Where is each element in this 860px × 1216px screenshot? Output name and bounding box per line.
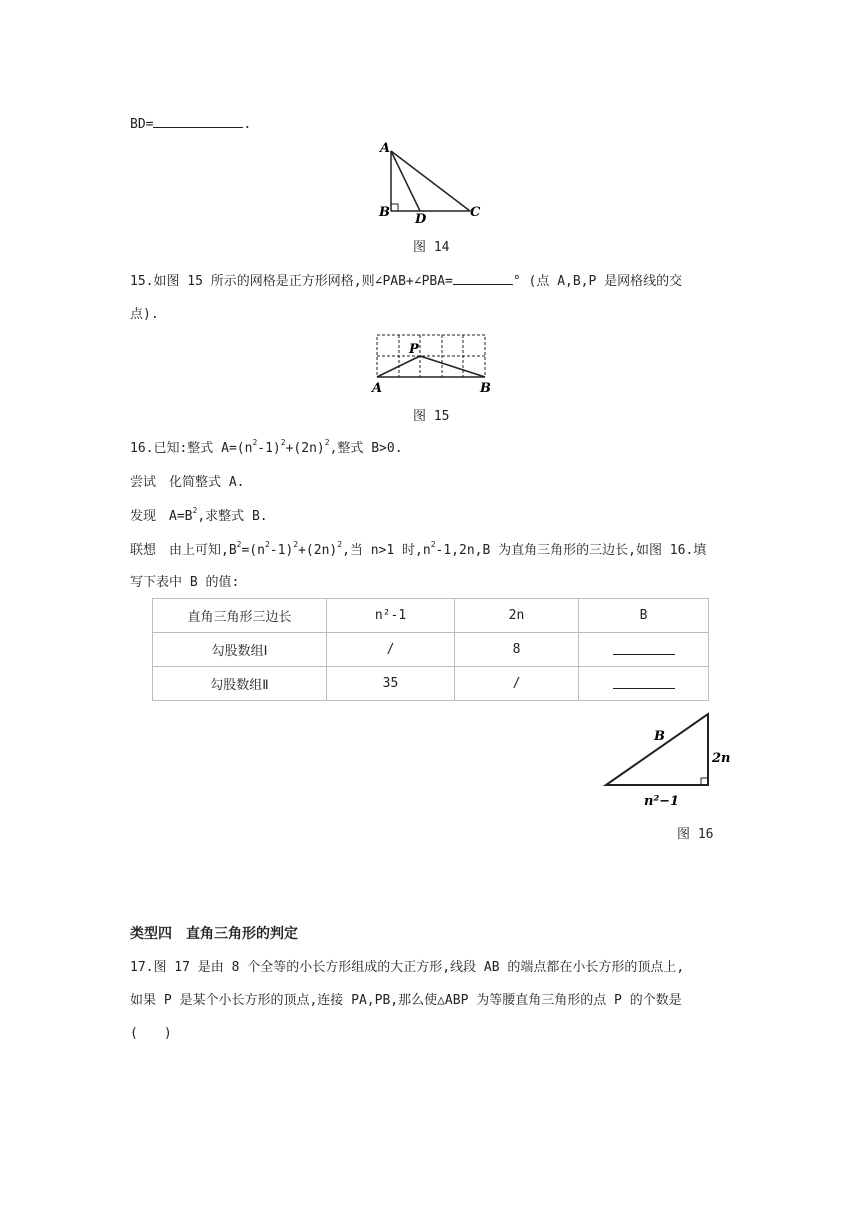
table-header-cell: n²-1 (327, 599, 455, 633)
q16-try: 尝试 化简整式 A. (130, 475, 245, 490)
fig15-label-b: B (480, 381, 491, 396)
q17-line-1: 17.图 17 是由 8 个全等的小长方形组成的大正方形,线段 AB 的端点都在小长方形的顶点上, (130, 960, 685, 975)
fig15-label-p: P (409, 342, 419, 357)
q14-answer-blank[interactable] (153, 113, 243, 128)
fig16-label-2n: 2n (712, 751, 731, 766)
fig14-label-a: A (380, 141, 391, 156)
pythagorean-table (152, 598, 709, 701)
q17-answer-paren[interactable]: ( ) (130, 1026, 172, 1041)
table-cell: 8 (455, 633, 579, 667)
q14-answer-line: BD= . (130, 113, 251, 135)
fig14-label-d: D (415, 212, 427, 226)
table-row (153, 667, 709, 701)
q15-line-2: 点). (130, 307, 159, 322)
section-title: 类型四 直角三角形的判定 (130, 926, 298, 942)
q16-link-line-2: 写下表中 B 的值: (130, 575, 240, 590)
answer-blank[interactable] (613, 674, 675, 689)
fig16-label-b: B (654, 729, 665, 744)
fig15-caption: 图 15 (413, 409, 450, 424)
table-cell-answer (579, 667, 709, 701)
table-cell: 勾股数组Ⅱ (153, 667, 327, 701)
table-row (153, 633, 709, 667)
figure-16 (598, 706, 738, 810)
q15-answer-blank[interactable] (453, 270, 513, 285)
table-header-cell: 直角三角形三边长 (153, 599, 327, 633)
figure-15 (368, 332, 498, 396)
figure-14 (370, 140, 490, 226)
q16-find: 发现 $A=B^2$,求整式 B. (130, 506, 268, 524)
fig16-label-n2: n²−1 (644, 794, 680, 809)
fig14-caption: 图 14 (413, 240, 450, 255)
table-header-cell: 2n (455, 599, 579, 633)
fig16-caption: 图 16 (677, 827, 714, 842)
answer-blank[interactable] (613, 640, 675, 655)
table-cell-answer (579, 633, 709, 667)
table-cell: / (455, 667, 579, 701)
q16-given: 16.已知:整式 $A=(n^2-1)^2+(2n)^2$,整式 B>0. (130, 438, 403, 456)
q15-line-1: 15.如图 15 所示的网格是正方形网格,则∠PAB+∠PBA= ° (点 A,B,P 是网格线的交 (130, 270, 682, 292)
q17-line-2: 如果 P 是某个小长方形的顶点,连接 PA,PB,那么使△ABP 为等腰直角三角形的点 P 的个数是 (130, 993, 682, 1008)
q16-link: 联想 由上可知$,B^2=(n^2-1)^2+(2n)^2$,当 n>1 时$,n^2-1,2n,B$ 为直角三角形的三边长,如图 16.填 (130, 540, 707, 558)
table-header-cell: B (579, 599, 709, 633)
table-header-row (153, 599, 709, 633)
fig14-label-c: C (470, 205, 481, 220)
q14-bd-label: BD= (130, 117, 154, 132)
fig15-label-a: A (372, 381, 383, 396)
table-cell: 35 (327, 667, 455, 701)
table-cell: / (327, 633, 455, 667)
fig14-label-b: B (379, 205, 390, 220)
table-cell: 勾股数组Ⅰ (153, 633, 327, 667)
